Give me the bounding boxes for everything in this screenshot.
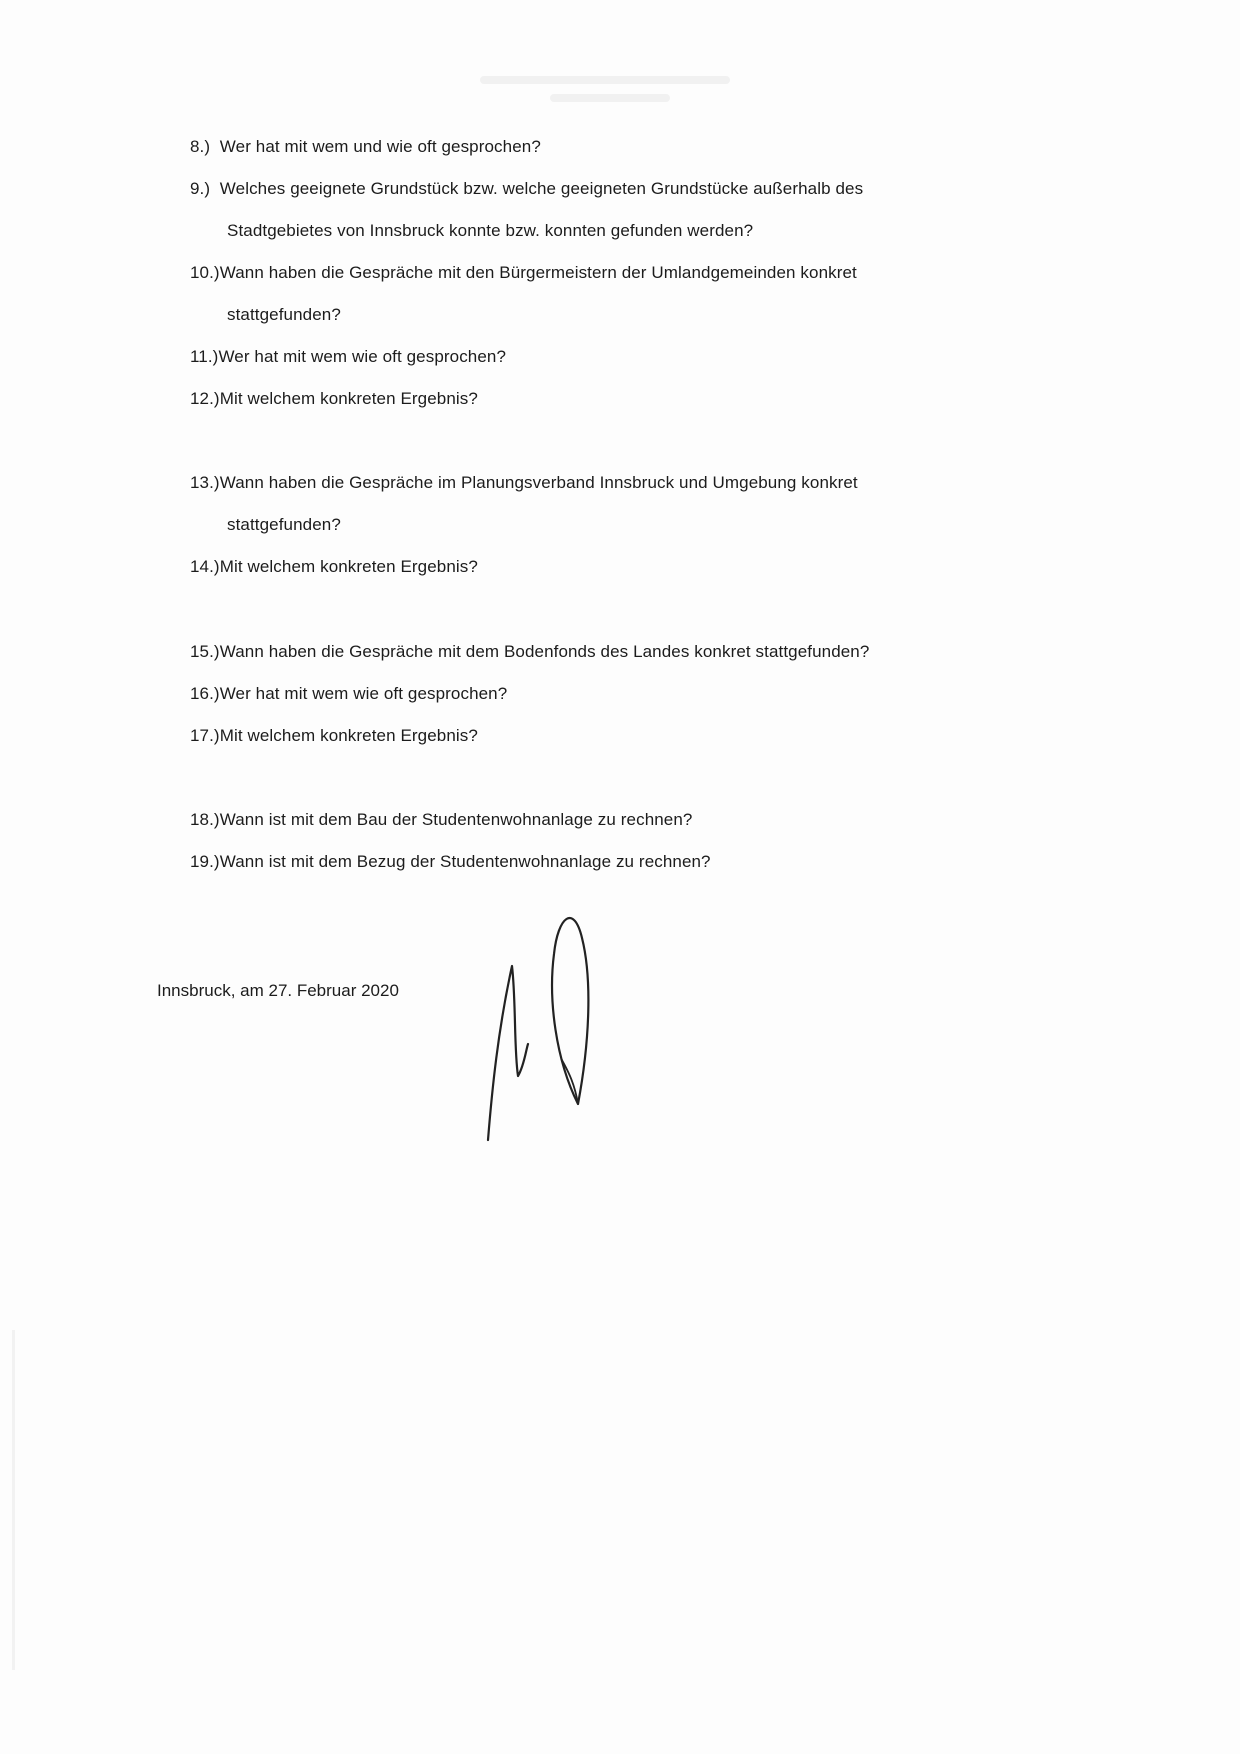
question-item	[190, 641, 869, 663]
question-text: Wer hat mit wem wie oft gesprochen?	[218, 347, 507, 366]
question-text: Wer hat mit wem und wie oft gesprochen?	[219, 137, 541, 156]
question-text: Mit welchem konkreten Ergebnis?	[219, 726, 478, 745]
question-item	[190, 178, 863, 242]
question-number: 15.)	[190, 642, 220, 661]
scan-edge-shadow	[12, 1330, 15, 1670]
question-item	[190, 472, 858, 536]
question-text: Mit welchem konkreten Ergebnis?	[219, 389, 478, 408]
question-text: Mit welchem konkreten Ergebnis?	[219, 557, 478, 576]
question-text: Wann haben die Gespräche mit dem Bodenfonds des Landes konkret stattgefunden?	[219, 642, 870, 661]
question-item	[190, 556, 478, 578]
question-text: Wann ist mit dem Bau der Studentenwohnanlage zu rechnen?	[219, 810, 693, 829]
question-item	[190, 683, 507, 705]
question-number: 11.)	[190, 347, 219, 366]
question-text: Welches geeignete Grundstück bzw. welche geeigneten Grundstücke außerhalb des	[219, 179, 864, 198]
question-item	[190, 851, 711, 873]
question-number: 8.)	[190, 137, 211, 156]
question-number: 18.)	[190, 810, 220, 829]
question-item	[190, 725, 478, 747]
question-number: 17.)	[190, 726, 220, 745]
place-and-date: Innsbruck, am 27. Februar 2020	[157, 981, 399, 1000]
handwritten-signature	[470, 890, 610, 1150]
letterhead-line	[480, 76, 730, 84]
question-text: Wann ist mit dem Bezug der Studentenwohnanlage zu rechnen?	[219, 852, 711, 871]
question-number: 19.)	[190, 852, 220, 871]
question-number: 10.)	[190, 263, 220, 282]
question-text: Wer hat mit wem wie oft gesprochen?	[219, 684, 508, 703]
question-item	[190, 346, 506, 368]
question-number: 9.)	[190, 179, 211, 198]
letterhead-line	[550, 94, 670, 102]
question-text: Wann haben die Gespräche im Planungsverband Innsbruck und Umgebung konkret	[219, 473, 858, 492]
question-text: Wann haben die Gespräche mit den Bürgermeistern der Umlandgemeinden konkret	[219, 263, 857, 282]
question-number: 13.)	[190, 473, 220, 492]
question-number: 14.)	[190, 557, 220, 576]
signature-stroke	[488, 966, 528, 1140]
question-continuation: Stadtgebietes von Innsbruck konnte bzw. konnten gefunden werden?	[227, 221, 754, 240]
faint-letterhead	[480, 70, 740, 112]
question-item	[190, 262, 857, 326]
question-continuation: stattgefunden?	[227, 515, 341, 534]
question-item	[190, 809, 692, 831]
question-item	[190, 136, 541, 158]
question-number: 16.)	[190, 684, 220, 703]
question-continuation: stattgefunden?	[227, 305, 341, 324]
question-number: 12.)	[190, 389, 220, 408]
question-item	[190, 388, 478, 410]
